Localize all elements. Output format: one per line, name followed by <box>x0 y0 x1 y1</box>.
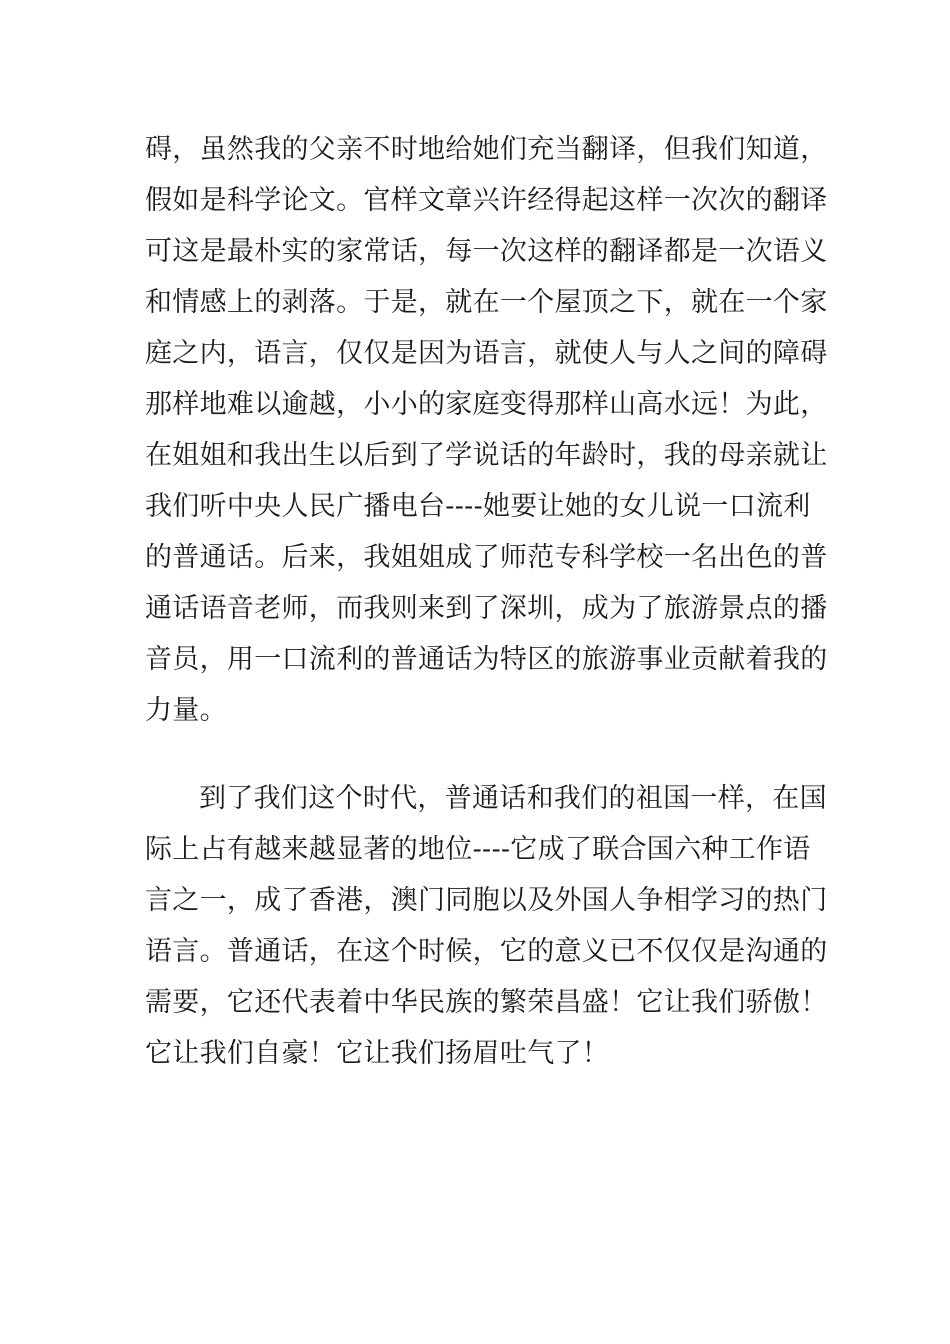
paragraph-2 <box>145 773 828 1079</box>
text-line: 庭之内，语言，仅仅是因为语言，就使人与人之间的障碍 <box>145 338 828 369</box>
text-line: 际上占有越来越显著的地位----它成了联合国六种工作语 <box>145 834 811 865</box>
text-line-first-indented: 到了我们这个时代，普通话和我们的祖国一样，在国 <box>199 783 827 814</box>
text-line: 假如是科学论文。官样文章兴许经得起这样一次次的翻译 <box>145 185 828 216</box>
text-line: 那样地难以逾越，小小的家庭变得那样山高水远！为此， <box>145 389 828 420</box>
text-line: 可这是最朴实的家常话，每一次这样的翻译都是一次语义 <box>145 236 828 267</box>
text-line: 通话语音老师，而我则来到了深圳，成为了旅游景点的播 <box>145 593 828 624</box>
text-line: 我们听中央人民广播电台----她要让她的女儿说一口流利 <box>145 491 811 522</box>
text-line: 需要，它还代表着中华民族的繁荣昌盛！它让我们骄傲！ <box>145 987 828 1018</box>
text-line: 的普通话。后来，我姐姐成了师范专科学校一名出色的普 <box>145 542 828 573</box>
text-line: 它让我们自豪！它让我们扬眉吐气了！ <box>145 1038 610 1069</box>
text-line: 音员，用一口流利的普通话为特区的旅游事业贡献着我的 <box>145 644 828 675</box>
text-line: 碍，虽然我的父亲不时地给她们充当翻译，但我们知道， <box>145 134 828 165</box>
text-line: 力量。 <box>145 695 227 726</box>
text-line: 在姐姐和我出生以后到了学说话的年龄时，我的母亲就让 <box>145 440 828 471</box>
paragraph-1 <box>145 124 828 736</box>
text-line: 语言。普通话，在这个时候，它的意义已不仅仅是沟通的 <box>145 936 828 967</box>
text-line: 和情感上的剥落。于是，就在一个屋顶之下，就在一个家 <box>145 287 828 318</box>
text-line: 言之一，成了香港，澳门同胞以及外国人争相学习的热门 <box>145 885 828 916</box>
